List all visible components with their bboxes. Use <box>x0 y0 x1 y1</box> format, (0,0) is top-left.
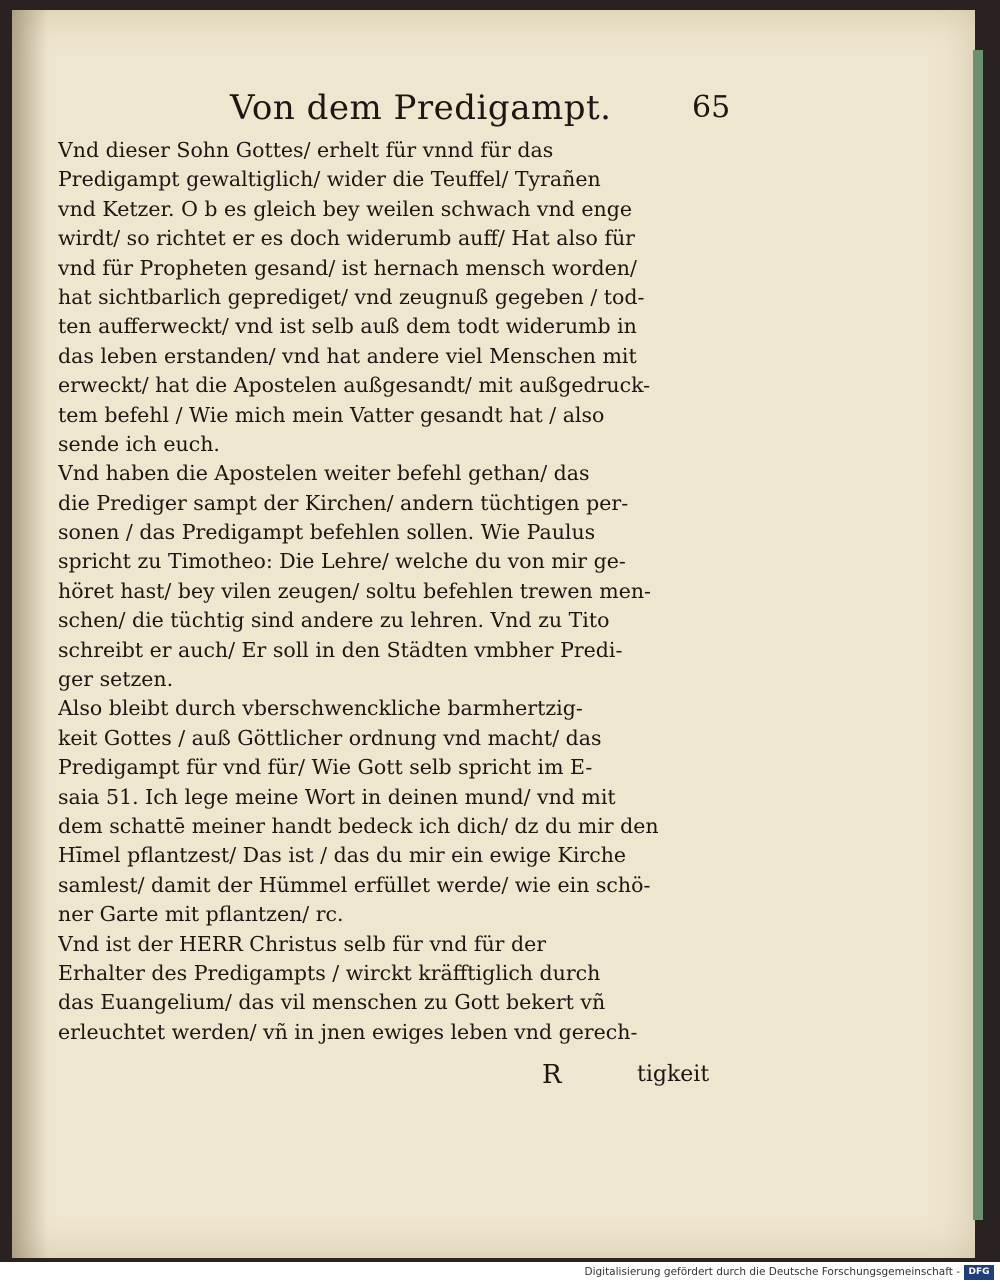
funding-credit: Digitalisierung gefördert durch die Deutsche Forschungsgemeinschaft - <box>584 1266 960 1278</box>
footer-bar <box>0 1262 1000 1284</box>
text-line: dem schattē meiner handt bedeck ich dich/ dz du mir den <box>58 813 659 838</box>
text-line: tem befehl / Wie mich mein Vatter gesandt hat / also <box>58 402 605 427</box>
book-page <box>12 10 975 1258</box>
text-line: saia 51. Ich lege meine Wort in deinen mund/ vnd mit <box>58 784 616 809</box>
text-line: schen/ die tüchtig sind andere zu lehren. Vnd zu Tito <box>58 608 610 633</box>
text-line: Predigampt für vnd für/ Wie Gott selb spricht im E- <box>58 755 593 780</box>
text-line: Vnd dieser Sohn Gottes/ erhelt für vnnd für das <box>58 138 554 162</box>
text-line: das Euangelium/ das vil menschen zu Gott bekert vñ <box>58 990 606 1015</box>
text-line: samlest/ damit der Hümmel erfüllet werde/ wie ein schö- <box>58 872 651 897</box>
page-edge <box>973 50 983 1220</box>
text-line: die Prediger sampt der Kirchen/ andern tüchtigen per- <box>58 490 629 515</box>
text-line: Hīmel pflantzest/ Das ist / das du mir ein ewige Kirche <box>58 843 627 868</box>
text-line: wirdt/ so richtet er es doch widerumb auff/ Hat also für <box>58 226 635 251</box>
text-line: hat sichtbarlich geprediget/ vnd zeugnuß gegeben / tod- <box>58 284 645 309</box>
text-line: Also bleibt durch vberschwenckliche barmhertzig- <box>58 696 583 721</box>
text-line: ner Garte mit pflantzen/ rc. <box>58 902 344 927</box>
text-line: keit Gottes / auß Göttlicher ordnung vnd macht/ das <box>58 725 602 750</box>
dfg-logo: DFG <box>964 1265 994 1280</box>
text-line: ten aufferweckt/ vnd ist selb auß dem todt widerumb in <box>58 314 637 339</box>
signature-mark: R <box>542 1060 562 1090</box>
page-number: 65 <box>692 90 731 125</box>
body-text <box>58 136 728 1047</box>
text-line: spricht zu Timotheo: Die Lehre/ welche du von mir ge- <box>58 549 626 574</box>
text-line: erleuchtet werden/ vñ in jnen ewiges leben vnd gerech- <box>58 1019 638 1044</box>
text-line: vnd Ketzer. O b es gleich bey weilen schwach vnd enge <box>58 196 632 221</box>
text-line: vnd für Propheten gesand/ ist hernach mensch worden/ <box>58 255 637 280</box>
text-line: erweckt/ hat die Apostelen außgesandt/ mit außgedruck- <box>58 373 651 398</box>
text-line: das leben erstanden/ vnd hat andere viel Menschen mit <box>58 343 637 368</box>
text-line: Vnd ist der HERR Christus selb für vnd für der <box>58 931 547 956</box>
text-line: ger setzen. <box>58 667 174 692</box>
text-line: schreibt er auch/ Er soll in den Städten vmbher Predi- <box>58 637 623 662</box>
text-line: Predigampt gewaltiglich/ wider die Teuffel/ Tyrañen <box>58 167 601 192</box>
text-line: höret hast/ bey vilen zeugen/ soltu befehlen trewen men- <box>58 578 651 603</box>
running-head: Von dem Predigampt. <box>230 88 612 128</box>
text-line: sende ich euch. <box>58 431 220 456</box>
text-line: Erhalter des Predigampts / wirckt kräfftiglich durch <box>58 960 601 985</box>
text-line: Vnd haben die Apostelen weiter befehl gethan/ das <box>58 461 590 486</box>
spine-shadow <box>12 10 48 1258</box>
catchword: tigkeit <box>637 1062 710 1087</box>
text-line: sonen / das Predigampt befehlen sollen. Wie Paulus <box>58 520 596 545</box>
